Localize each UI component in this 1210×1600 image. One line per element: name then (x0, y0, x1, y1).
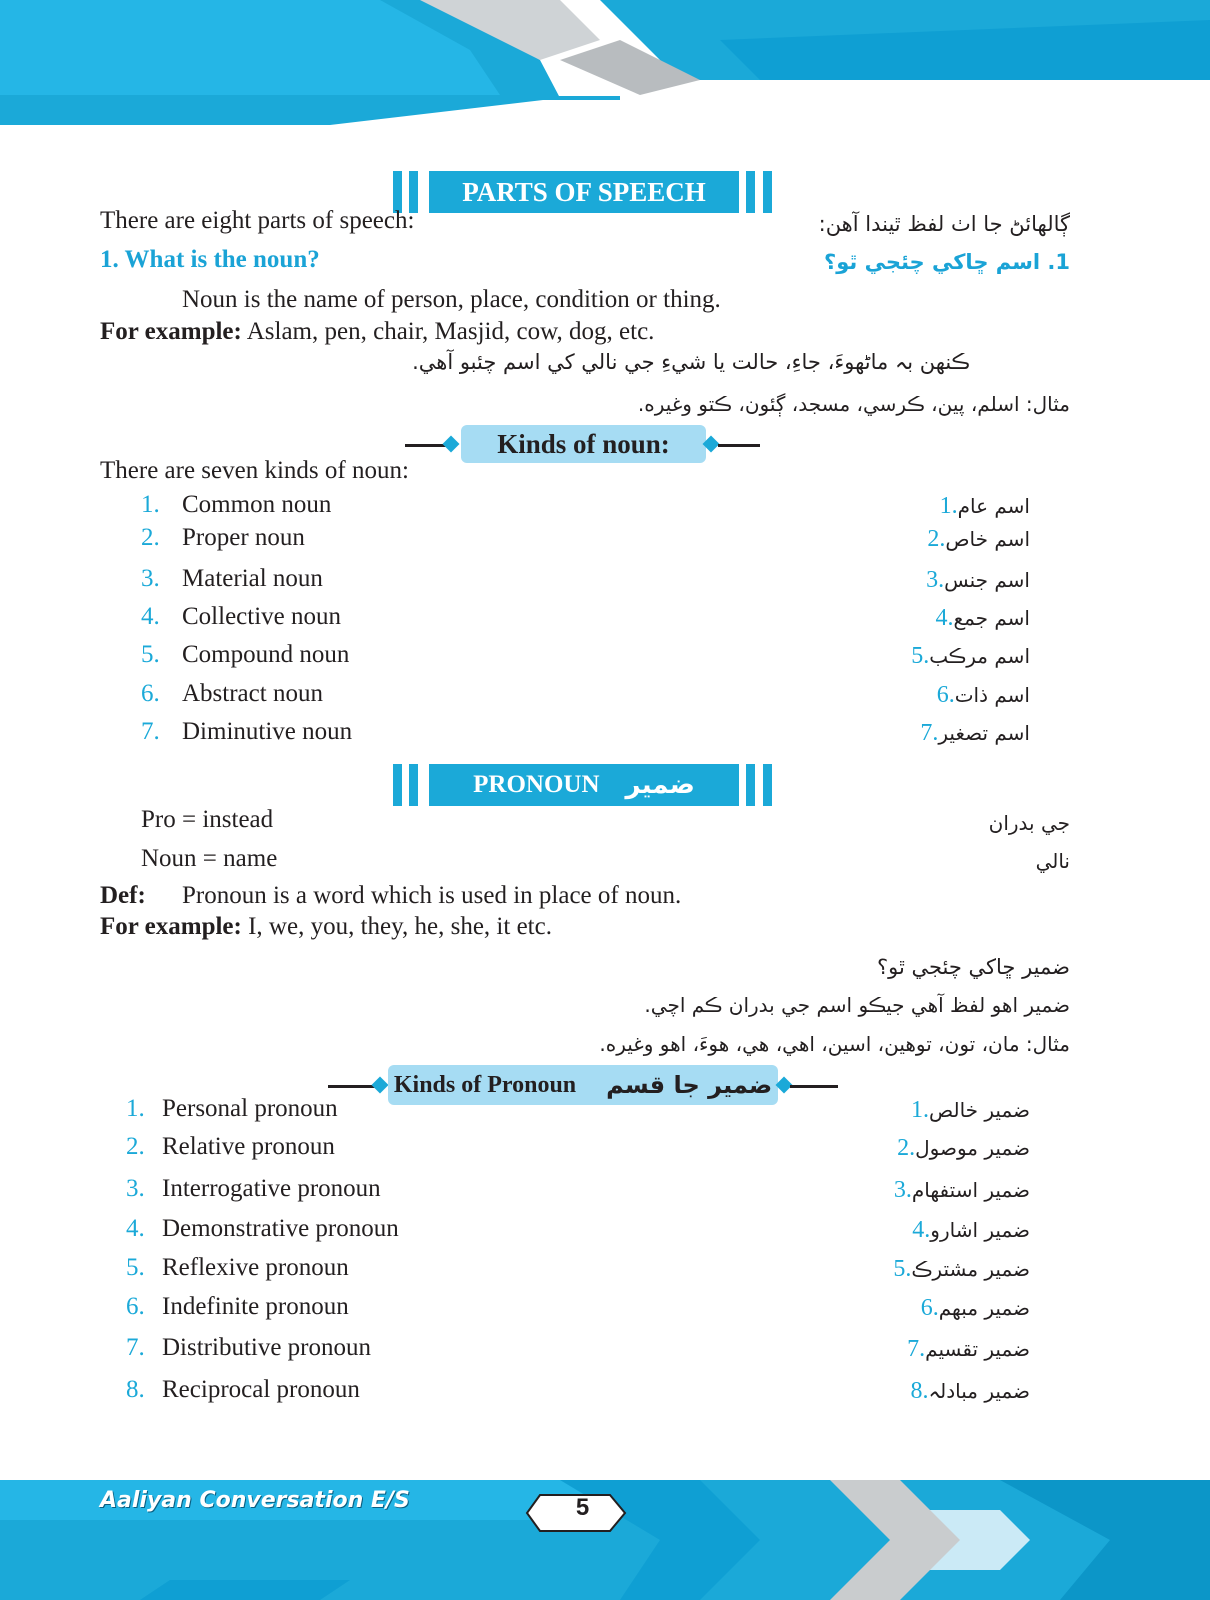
pronoun-example-text: I, we, you, they, he, she, it etc. (241, 913, 552, 940)
noun-question: 1. What is the noun? (100, 246, 320, 273)
item-sindhi (911, 1097, 1030, 1124)
title-banner (393, 171, 775, 213)
item-label: Demonstrative pronoun (162, 1215, 399, 1242)
pronoun-banner (393, 764, 775, 806)
item-number: 5. (141, 641, 160, 668)
item-sindhi (927, 526, 1030, 553)
item-sindhi (920, 720, 1030, 747)
pronoun-definition-sindhi: ضمير اهو لفظ آهي جيڪو اسم جي بدران ڪم اچي. (644, 993, 1070, 1017)
item-label: Personal pronoun (162, 1095, 338, 1122)
list-item (0, 1254, 1210, 1286)
header-decoration (0, 0, 1210, 130)
list-item (0, 1095, 1210, 1127)
item-sindhi (907, 1336, 1030, 1363)
item-sindhi-label: اسم جنس (944, 568, 1030, 592)
list-item (0, 680, 1210, 712)
kinds-of-noun-ribbon (405, 425, 760, 463)
list-item (0, 1133, 1210, 1165)
noun-definition-sindhi: ڪنهن بہ ماڻهوءَ، جاءِ، حالت يا شيءِ جي نالي کي اسم چئبو آهي. (412, 350, 970, 374)
item-sindhi-label: اسم خاص (945, 527, 1030, 551)
noun-question-sindhi: 1. اسم ڇاکي چئجي ٿو؟ (824, 250, 1070, 274)
kinds-of-pronoun-en: Kinds of Pronoun (393, 1071, 577, 1098)
kinds-of-noun-intro: There are seven kinds of noun: (100, 457, 409, 484)
item-sindhi-number: .2 (897, 1135, 916, 1161)
item-sindhi-number: .4 (935, 605, 954, 631)
item-sindhi-label: ضمير خالص (928, 1098, 1030, 1122)
item-label: Compound noun (182, 641, 350, 668)
item-label: Interrogative pronoun (162, 1175, 381, 1202)
intro-text-sindhi: ڳالهائڻ جا اٺ لفظ ٿيندا آهن: (818, 212, 1070, 236)
item-sindhi-number: .5 (893, 1256, 912, 1282)
pronoun-example-sindhi: مثال: مان، تون، توهين، اسين، اهي، هي، هوءَ، اهو وغيره. (599, 1032, 1070, 1056)
item-number: 1. (126, 1095, 145, 1122)
item-sindhi (910, 1378, 1030, 1405)
item-label: Distributive pronoun (162, 1334, 372, 1361)
item-number: 5. (126, 1254, 145, 1281)
list-item (0, 1293, 1210, 1325)
pronoun-example (100, 913, 552, 941)
list-item (0, 491, 1210, 523)
item-sindhi (937, 682, 1030, 709)
item-label: Reciprocal pronoun (162, 1376, 360, 1403)
item-sindhi-label: ضمير استفهام (911, 1178, 1030, 1202)
item-sindhi (911, 643, 1030, 670)
item-sindhi-label: ضمير تقسيم (925, 1337, 1030, 1361)
item-sindhi-number: .8 (910, 1378, 929, 1404)
item-sindhi (894, 1177, 1030, 1204)
list-item (0, 524, 1210, 556)
noun-meaning-sindhi: نالي (1035, 849, 1070, 873)
pronoun-banner-en: PRONOUN (473, 771, 600, 798)
def-label: Def: (100, 882, 146, 909)
item-label: Material noun (182, 565, 323, 592)
item-label: Indefinite pronoun (162, 1293, 349, 1320)
item-sindhi-label: اسم تصغير (938, 721, 1030, 745)
item-sindhi-label: اسم جمع (953, 606, 1030, 630)
item-label: Relative pronoun (162, 1133, 335, 1160)
example-label: For example: (100, 318, 242, 345)
item-number: 4. (141, 603, 160, 630)
pronoun-definition: Pronoun is a word which is used in place of noun. (182, 882, 682, 909)
example-label-2: For example: (100, 913, 242, 940)
item-sindhi-number: .3 (893, 1177, 912, 1203)
item-sindhi-number: .4 (912, 1217, 931, 1243)
item-sindhi-label: اسم مرڪب (929, 644, 1030, 668)
item-number: 7. (126, 1334, 145, 1361)
noun-meaning: Noun = name (141, 845, 278, 872)
noun-example-sindhi: مثال: اسلم، پين، ڪرسي، مسجد، ڳئون، ڪتو وغيره. (637, 392, 1070, 416)
list-item (0, 1215, 1210, 1247)
title-text: PARTS OF SPEECH (429, 171, 739, 213)
list-item (0, 565, 1210, 597)
noun-example (100, 318, 654, 346)
item-sindhi-label: ضمير مبهم (938, 1296, 1030, 1320)
item-sindhi (935, 605, 1030, 632)
item-sindhi (926, 567, 1030, 594)
item-sindhi-label: ضمير موصول (915, 1136, 1030, 1160)
list-item (0, 1334, 1210, 1366)
item-number: 6. (126, 1293, 145, 1320)
pro-meaning-sindhi: جي بدران (988, 811, 1070, 835)
item-sindhi-number: .5 (911, 643, 930, 669)
item-number: 6. (141, 680, 160, 707)
item-label: Diminutive noun (182, 718, 353, 745)
item-sindhi-label: اسم ذات (954, 683, 1030, 707)
item-sindhi-number: .1 (910, 1097, 929, 1123)
item-label: Abstract noun (182, 680, 323, 707)
noun-definition: Noun is the name of person, place, condition or thing. (182, 286, 721, 313)
list-item (0, 1376, 1210, 1408)
item-number: 2. (126, 1133, 145, 1160)
item-label: Reflexive pronoun (162, 1254, 349, 1281)
item-number: 1. (141, 491, 160, 518)
item-sindhi-label: ضمير مشترڪ (911, 1257, 1030, 1281)
item-sindhi (897, 1135, 1030, 1162)
list-item (0, 603, 1210, 635)
kinds-of-noun-title: Kinds of noun: (461, 425, 706, 463)
item-number: 8. (126, 1376, 145, 1403)
item-sindhi-label: ضمير مبادلہ (928, 1379, 1030, 1403)
item-sindhi-number: .7 (920, 720, 939, 746)
item-number: 7. (141, 718, 160, 745)
item-sindhi (940, 493, 1030, 520)
item-sindhi-number: .1 (939, 493, 958, 519)
list-item (0, 641, 1210, 673)
item-sindhi (893, 1256, 1030, 1283)
item-number: 3. (141, 565, 160, 592)
item-sindhi-number: .6 (936, 682, 955, 708)
list-item (0, 1175, 1210, 1207)
item-sindhi (912, 1217, 1030, 1244)
page-number: 5 (575, 1494, 590, 1521)
item-label: Common noun (182, 491, 332, 518)
book-title: Aaliyan Conversation E/S (100, 1488, 410, 1513)
item-number: 2. (141, 524, 160, 551)
pronoun-question-sindhi: ضمير ڇاکي چئجي ٿو؟ (876, 955, 1070, 979)
kinds-of-pronoun-sd: ضمير جا قسم (606, 1071, 773, 1099)
pro-meaning: Pro = instead (141, 806, 274, 833)
pronoun-banner-sd: ضمير (625, 770, 695, 800)
item-label: Collective noun (182, 603, 341, 630)
item-sindhi-number: .6 (920, 1295, 939, 1321)
item-number: 3. (126, 1175, 145, 1202)
item-label: Proper noun (182, 524, 305, 551)
item-sindhi-number: .2 (927, 526, 946, 552)
item-sindhi (921, 1295, 1030, 1322)
item-sindhi-label: ضمير اشارو (930, 1218, 1030, 1242)
item-sindhi-label: اسم عام (957, 494, 1030, 518)
intro-text: There are eight parts of speech: (100, 207, 415, 234)
item-sindhi-number: .7 (907, 1336, 926, 1362)
noun-example-text: Aslam, pen, chair, Masjid, cow, dog, etc. (241, 318, 655, 345)
item-sindhi-number: .3 (926, 567, 945, 593)
list-item (0, 718, 1210, 750)
item-number: 4. (126, 1215, 145, 1242)
